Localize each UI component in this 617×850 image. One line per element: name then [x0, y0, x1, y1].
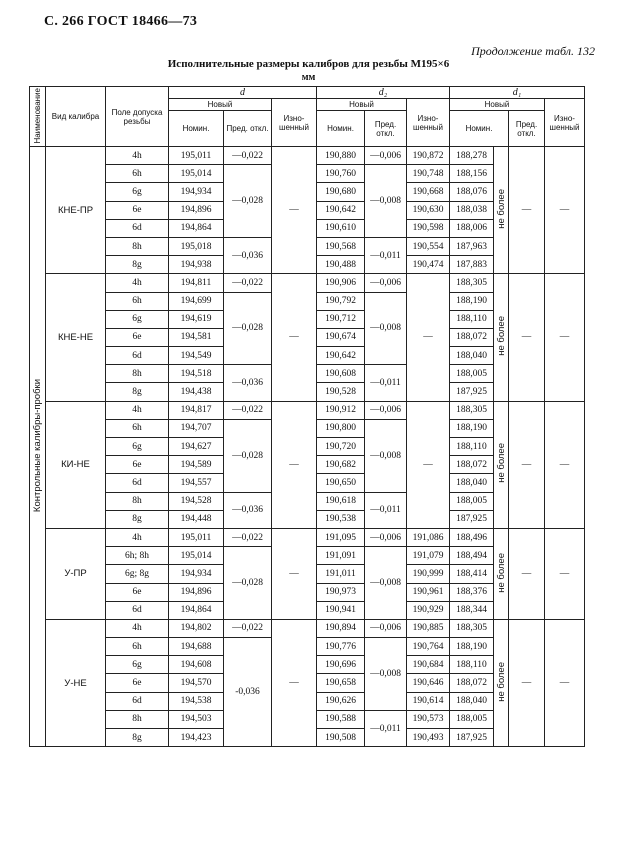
- not-more-text: не более: [495, 443, 507, 484]
- d-nominal: 194,688: [169, 638, 224, 656]
- tolerance-field: 6d: [106, 692, 169, 710]
- tolerance-field: 4h: [106, 528, 169, 546]
- d2-nominal: 190,674: [317, 328, 365, 346]
- tolerance-field: 4h: [106, 274, 169, 292]
- d1-nominal: 187,925: [450, 383, 494, 401]
- tolerance-field: 6h: [106, 419, 169, 437]
- d1-nominal: 188,110: [450, 438, 494, 456]
- d2-nominal: 190,680: [317, 183, 365, 201]
- d2-deviation: —0,006: [365, 619, 407, 637]
- d1-nominal: 188,040: [450, 474, 494, 492]
- d1-nominal: 188,496: [450, 528, 494, 546]
- tolerance-field: 8h: [106, 492, 169, 510]
- d2-worn: 190,646: [407, 674, 450, 692]
- d-nominal: 194,627: [169, 438, 224, 456]
- d-nominal: 194,438: [169, 383, 224, 401]
- d-deviation: —0,022: [224, 147, 272, 165]
- d2-worn: 190,764: [407, 638, 450, 656]
- d2-deviation: —0,008: [365, 547, 407, 620]
- d1-not-more: [494, 528, 509, 619]
- d2-nominal: 190,588: [317, 710, 365, 728]
- tolerance-field: 6h: [106, 292, 169, 310]
- d-nominal-header: Номин.: [169, 111, 224, 147]
- d1-deviation: —: [509, 401, 545, 528]
- not-more-text: не более: [495, 188, 507, 229]
- tolerance-field: 6d: [106, 219, 169, 237]
- d-deviation: —0,036: [224, 365, 272, 401]
- d1-nominal-header: Номин.: [450, 111, 509, 147]
- d2-nominal-header: Номин.: [317, 111, 365, 147]
- tolerance-field: 6d: [106, 347, 169, 365]
- calibre-kind: У-ПР: [46, 528, 106, 619]
- table-row: [30, 619, 585, 637]
- d1-nominal: 188,494: [450, 547, 494, 565]
- d-worn-header: Изно-шенный: [272, 99, 317, 147]
- d2-worn: 190,630: [407, 201, 450, 219]
- d2-deviation: —0,006: [365, 147, 407, 165]
- d-deviation: —0,036: [224, 237, 272, 273]
- d-nominal: 194,817: [169, 401, 224, 419]
- group-label: [30, 147, 46, 747]
- d2-deviation: —0,008: [365, 419, 407, 492]
- d2-deviation: —0,006: [365, 401, 407, 419]
- d1-worn-header: Изно-шенный: [545, 99, 585, 147]
- tolerance-field: 8h: [106, 365, 169, 383]
- d2-nominal: 190,973: [317, 583, 365, 601]
- d2-nominal: 190,528: [317, 383, 365, 401]
- table-row: [30, 401, 585, 419]
- d-nominal: 194,423: [169, 729, 224, 747]
- d1-deviation: —: [509, 528, 545, 619]
- d2-deviation: —0,008: [365, 292, 407, 365]
- table-row: [30, 274, 585, 292]
- d1-not-more: [494, 147, 509, 274]
- d2-nominal: 190,776: [317, 638, 365, 656]
- d2-worn: 190,668: [407, 183, 450, 201]
- not-more-text: не более: [495, 316, 507, 356]
- d-nominal: 194,581: [169, 328, 224, 346]
- d2-nominal: 190,696: [317, 656, 365, 674]
- d-nominal: 194,503: [169, 710, 224, 728]
- tolerance-field: 6e: [106, 201, 169, 219]
- d2-nominal: 191,091: [317, 547, 365, 565]
- not-more-text: не более: [495, 552, 507, 593]
- d1-nominal: 188,305: [450, 619, 494, 637]
- d1-nominal: 188,005: [450, 492, 494, 510]
- d-nominal: 194,518: [169, 365, 224, 383]
- d1-nominal: 188,190: [450, 419, 494, 437]
- d2-nominal: 190,488: [317, 256, 365, 274]
- d2-nominal: 190,618: [317, 492, 365, 510]
- d2-deviation: —0,011: [365, 237, 407, 273]
- d2-nominal: 190,508: [317, 729, 365, 747]
- d2-deviation: —0,011: [365, 710, 407, 746]
- d1-deviation: —: [509, 619, 545, 746]
- d2-worn: 190,474: [407, 256, 450, 274]
- calibre-kind: КИ-НЕ: [46, 401, 106, 528]
- d2-worn: 190,748: [407, 165, 450, 183]
- tolerance-field: 4h: [106, 147, 169, 165]
- tolerance-field: 6h; 8h: [106, 547, 169, 565]
- d1-nominal: 188,072: [450, 456, 494, 474]
- tolerance-field: 6g: [106, 310, 169, 328]
- col-kind-header: Вид калибра: [46, 87, 106, 147]
- d2-nominal: 190,626: [317, 692, 365, 710]
- d2-worn: 190,999: [407, 565, 450, 583]
- d-worn: —: [272, 401, 317, 528]
- d1-nominal: 187,925: [450, 510, 494, 528]
- d2-nominal: 190,894: [317, 619, 365, 637]
- d-deviation: -0,036: [224, 638, 272, 747]
- d1-nominal: 188,414: [450, 565, 494, 583]
- d1-worn: —: [545, 274, 585, 401]
- d2-nominal: 190,912: [317, 401, 365, 419]
- d1-nominal: 188,305: [450, 274, 494, 292]
- d1-nominal: 187,925: [450, 729, 494, 747]
- tolerance-field: 6e: [106, 583, 169, 601]
- d2-worn-header: Изно-шенный: [407, 99, 450, 147]
- d1-nominal: 188,190: [450, 292, 494, 310]
- d-nominal: 194,934: [169, 565, 224, 583]
- d2-worn: —: [407, 401, 450, 528]
- tolerance-field: 8g: [106, 383, 169, 401]
- d-nominal: 194,938: [169, 256, 224, 274]
- d2-worn: 190,961: [407, 583, 450, 601]
- d-deviation: —0,028: [224, 292, 272, 365]
- d1-nominal: 188,005: [450, 710, 494, 728]
- d-nominal: 194,802: [169, 619, 224, 637]
- d1-not-more: [494, 401, 509, 528]
- d-nominal: 194,608: [169, 656, 224, 674]
- tolerance-field: 8h: [106, 237, 169, 255]
- table-row: [30, 147, 585, 165]
- d1-nominal: 188,076: [450, 183, 494, 201]
- continuation-note: Продолжение табл. 132: [471, 44, 595, 58]
- d1-nominal: 188,005: [450, 365, 494, 383]
- d-nominal: 195,014: [169, 165, 224, 183]
- d2-nominal: 190,800: [317, 419, 365, 437]
- calibre-kind: У-НЕ: [46, 619, 106, 746]
- page-reference: С. 266 ГОСТ 18466—73: [44, 14, 198, 29]
- tolerance-field: 8h: [106, 710, 169, 728]
- d-worn: —: [272, 274, 317, 401]
- tolerance-field: 6e: [106, 456, 169, 474]
- d2-worn: 191,086: [407, 528, 450, 546]
- d1-nominal: 188,110: [450, 310, 494, 328]
- col-tolerance-header: Поле допуска резьбы: [106, 87, 169, 147]
- d2-nominal: 190,538: [317, 510, 365, 528]
- d2-deviation: —0,006: [365, 528, 407, 546]
- col-d2-header: d₂: [317, 87, 450, 99]
- d-nominal: 194,557: [169, 474, 224, 492]
- d2-nominal: 190,760: [317, 165, 365, 183]
- d-nominal: 195,018: [169, 237, 224, 255]
- d1-worn: —: [545, 401, 585, 528]
- d1-nominal: 188,190: [450, 638, 494, 656]
- d-nominal: 194,538: [169, 692, 224, 710]
- tolerance-field: 6e: [106, 328, 169, 346]
- d2-nominal: 190,880: [317, 147, 365, 165]
- d1-deviation: —: [509, 147, 545, 274]
- d-nominal: 195,011: [169, 147, 224, 165]
- d2-nominal: 190,650: [317, 474, 365, 492]
- calibre-kind: КНЕ-ПР: [46, 147, 106, 274]
- d-worn: —: [272, 528, 317, 619]
- d2-dev-header: Пред. откл.: [365, 111, 407, 147]
- d1-nominal: 188,278: [450, 147, 494, 165]
- d2-nominal: 190,608: [317, 365, 365, 383]
- d2-worn: —: [407, 274, 450, 401]
- tolerance-field: 6d: [106, 601, 169, 619]
- d2-worn: 190,614: [407, 692, 450, 710]
- d2-new-header: Новый: [317, 99, 407, 111]
- d-nominal: 194,864: [169, 219, 224, 237]
- d1-nominal: 188,040: [450, 692, 494, 710]
- tolerance-field: 4h: [106, 619, 169, 637]
- d-deviation: —0,036: [224, 492, 272, 528]
- d1-worn: —: [545, 619, 585, 746]
- d-nominal: 194,934: [169, 183, 224, 201]
- d-nominal: 194,864: [169, 601, 224, 619]
- table-units: мм: [301, 72, 316, 83]
- d2-worn: 190,885: [407, 619, 450, 637]
- d1-nominal: 188,072: [450, 328, 494, 346]
- group-label-text: Контрольные калибры-пробки: [32, 378, 43, 512]
- d1-nominal: 188,344: [450, 601, 494, 619]
- tolerance-field: 6e: [106, 674, 169, 692]
- tolerance-field: 6g: [106, 438, 169, 456]
- not-more-text: не более: [495, 661, 507, 702]
- d2-deviation: —0,011: [365, 365, 407, 401]
- d2-worn: 190,554: [407, 237, 450, 255]
- d1-nominal: 188,072: [450, 674, 494, 692]
- tolerance-field: 6h: [106, 165, 169, 183]
- d-deviation: —0,022: [224, 401, 272, 419]
- d2-worn: 191,079: [407, 547, 450, 565]
- tolerance-field: 8g: [106, 510, 169, 528]
- d1-nominal: 187,963: [450, 237, 494, 255]
- d1-nominal: 188,038: [450, 201, 494, 219]
- d-nominal: 194,896: [169, 201, 224, 219]
- table-body: [30, 147, 585, 747]
- tolerance-field: 4h: [106, 401, 169, 419]
- d-nominal: 194,549: [169, 347, 224, 365]
- d2-worn: 190,929: [407, 601, 450, 619]
- d-nominal: 194,811: [169, 274, 224, 292]
- d2-nominal: 190,642: [317, 347, 365, 365]
- d-nominal: 195,011: [169, 528, 224, 546]
- calibre-dimensions-table: [29, 86, 585, 747]
- d2-worn: 190,598: [407, 219, 450, 237]
- tolerance-field: 8g: [106, 256, 169, 274]
- calibre-kind: КНЕ-НЕ: [46, 274, 106, 401]
- d2-deviation: —0,006: [365, 274, 407, 292]
- d2-nominal: 190,682: [317, 456, 365, 474]
- d1-worn: —: [545, 528, 585, 619]
- tolerance-field: 6g: [106, 183, 169, 201]
- d1-nominal: 188,006: [450, 219, 494, 237]
- d1-new-header: Новый: [450, 99, 545, 111]
- d2-nominal: 190,642: [317, 201, 365, 219]
- d2-worn: 190,872: [407, 147, 450, 165]
- d1-not-more: [494, 274, 509, 401]
- d2-nominal: 190,906: [317, 274, 365, 292]
- tolerance-field: 6g; 8g: [106, 565, 169, 583]
- d1-dev-header: Пред. откл.: [509, 111, 545, 147]
- d-nominal: 194,707: [169, 419, 224, 437]
- col-name-header: Наименование: [30, 87, 46, 147]
- d-nominal: 195,014: [169, 547, 224, 565]
- d1-nominal: 188,376: [450, 583, 494, 601]
- d-new-header: Новый: [169, 99, 272, 111]
- d1-nominal: 188,156: [450, 165, 494, 183]
- d-nominal: 194,619: [169, 310, 224, 328]
- tolerance-field: 6g: [106, 656, 169, 674]
- d2-nominal: 190,941: [317, 601, 365, 619]
- d2-nominal: 190,568: [317, 237, 365, 255]
- d-dev-header: Пред. откл.: [224, 111, 272, 147]
- d2-deviation: —0,011: [365, 492, 407, 528]
- d-nominal: 194,528: [169, 492, 224, 510]
- d2-deviation: —0,008: [365, 165, 407, 238]
- d1-nominal: 187,883: [450, 256, 494, 274]
- d2-nominal: 190,720: [317, 438, 365, 456]
- d-deviation: —0,028: [224, 547, 272, 620]
- d-nominal: 194,570: [169, 674, 224, 692]
- tolerance-field: 6h: [106, 638, 169, 656]
- d-worn: —: [272, 147, 317, 274]
- d-deviation: —0,028: [224, 419, 272, 492]
- d2-nominal: 191,011: [317, 565, 365, 583]
- col-d1-header: d₁: [450, 87, 585, 99]
- d2-nominal: 190,792: [317, 292, 365, 310]
- d2-worn: 190,493: [407, 729, 450, 747]
- d2-nominal: 190,658: [317, 674, 365, 692]
- d2-deviation: —0,008: [365, 638, 407, 711]
- d1-not-more: [494, 619, 509, 746]
- d2-nominal: 191,095: [317, 528, 365, 546]
- d1-nominal: 188,305: [450, 401, 494, 419]
- d2-nominal: 190,610: [317, 219, 365, 237]
- d-deviation: —0,022: [224, 528, 272, 546]
- table-row: [30, 528, 585, 546]
- d2-worn: 190,684: [407, 656, 450, 674]
- d2-worn: 190,573: [407, 710, 450, 728]
- d1-nominal: 188,110: [450, 656, 494, 674]
- table-title: Исполнительные размеры калибров для резьбы М195×6: [167, 58, 450, 70]
- d-nominal: 194,589: [169, 456, 224, 474]
- d-nominal: 194,896: [169, 583, 224, 601]
- d1-nominal: 188,040: [450, 347, 494, 365]
- tolerance-field: 8g: [106, 729, 169, 747]
- d-worn: —: [272, 619, 317, 746]
- d1-deviation: —: [509, 274, 545, 401]
- tolerance-field: 6d: [106, 474, 169, 492]
- d-deviation: —0,022: [224, 274, 272, 292]
- d2-nominal: 190,712: [317, 310, 365, 328]
- d-deviation: —0,022: [224, 619, 272, 637]
- d-nominal: 194,448: [169, 510, 224, 528]
- d-nominal: 194,699: [169, 292, 224, 310]
- d-deviation: —0,028: [224, 165, 272, 238]
- d1-worn: —: [545, 147, 585, 274]
- col-d-header: d: [169, 87, 317, 99]
